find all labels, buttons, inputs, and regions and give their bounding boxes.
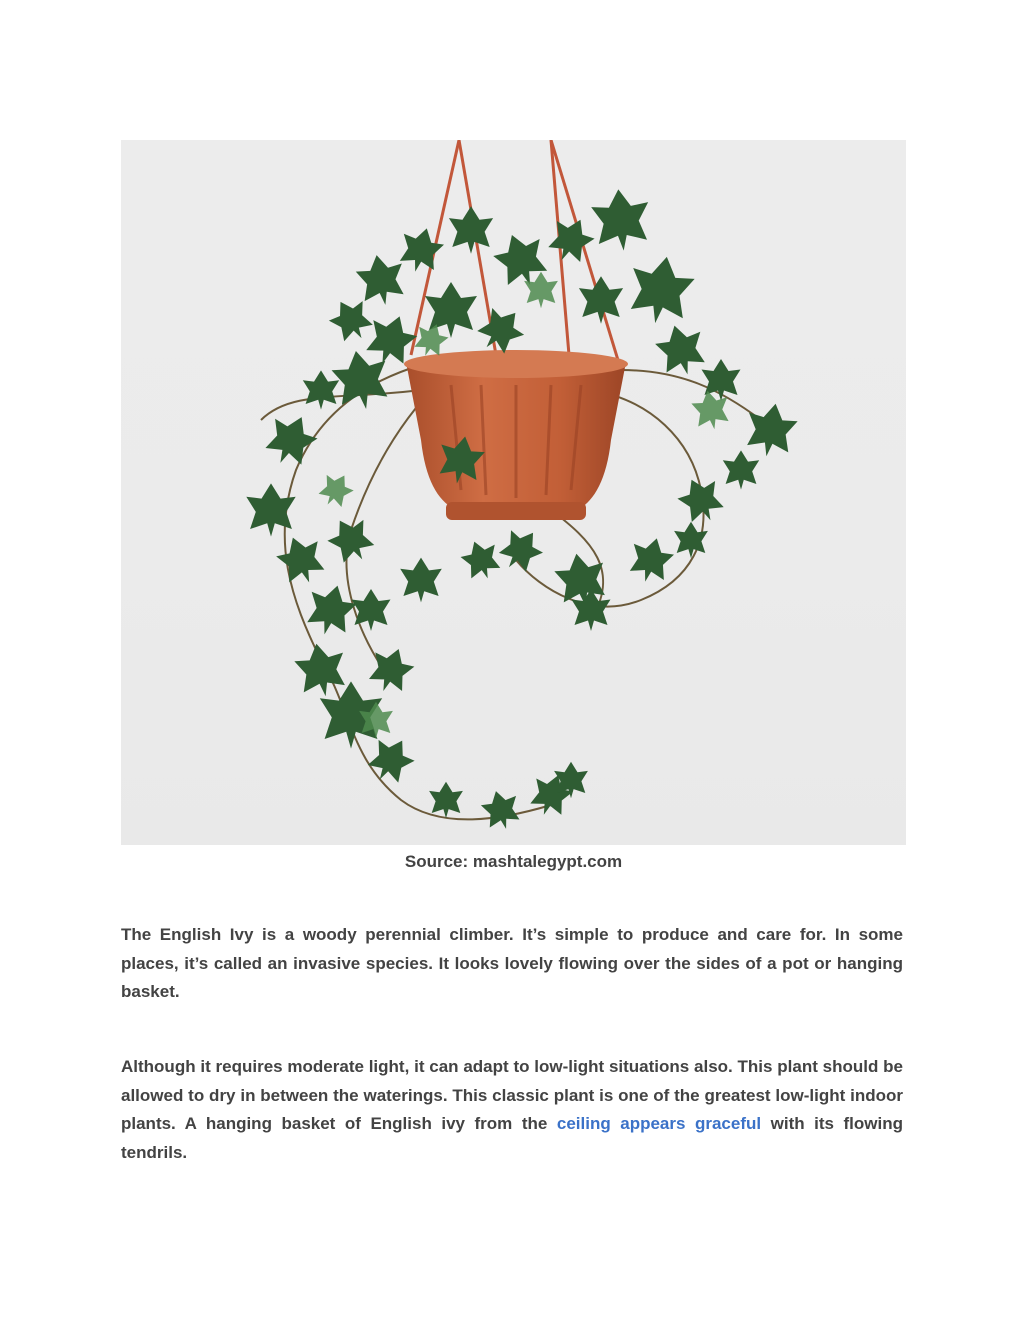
paragraph-care-text-end: with its flowing tendrils. [121,1114,904,1162]
paragraph-intro: The English Ivy is a woody perennial climber. It’s simple to produce and care for. In some places, it’s called an invasive species. It looks lovely flowing over the sides of a pot or hanging basket. [121,925,903,1001]
terracotta-pot [404,350,628,520]
ceiling-appears-graceful-link[interactable]: ceiling appears graceful [556,1114,762,1133]
paragraph-care [121,1053,903,1167]
image-caption: Source: mashtalegypt.com [404,852,623,871]
ivy-photo [121,140,906,845]
paragraph-care-text-start: Although it requires moderate light, it can adapt to low-light situations also. This plant should be allowed to dry in between the waterings. This classic plant is one of the greatest low-light indoor plants. A hanging basket of English ivy from the [121,1057,903,1133]
ivy-illustration [121,140,906,845]
